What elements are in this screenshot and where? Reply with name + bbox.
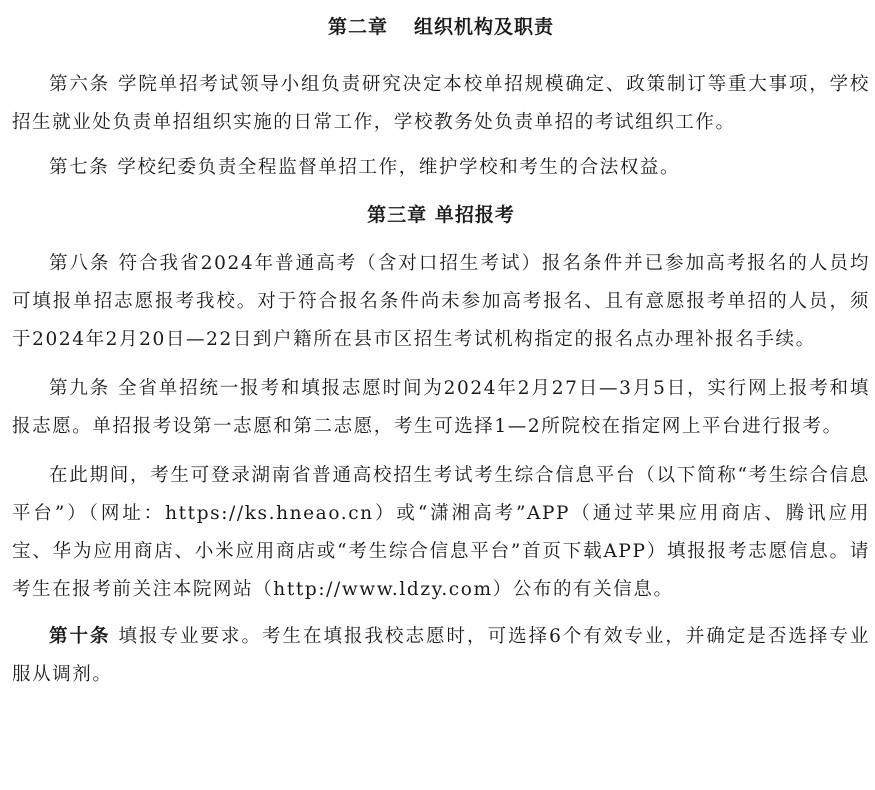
article-6-text: 学院单招考试领导小组负责研究决定本校单招规模确定、政策制订等重大事项，学校招生就业处负责单招组织实施的日常工作，学校教务处负责单招的考试组织工作。 — [12, 74, 870, 133]
chapter-3-title: 单招报考 — [434, 204, 515, 226]
article-7-text: 学校纪委负责全程监督单招工作，维护学校和考生的合法权益。 — [117, 157, 681, 178]
chapter-2-number: 第二章 — [327, 16, 388, 38]
chapter-3-heading — [12, 202, 870, 228]
document-page — [12, 14, 870, 694]
registration-notice — [12, 457, 870, 609]
article-8-text: 符合我省2024年普通高考（含对口招生考试）报名条件并已参加高考报名的人员均可填报单招志愿报考我校。对于符合报名条件尚未参加高考报名、且有意愿报考单招的人员，须于2024年2月20日—22日到户籍所在县市区招生考试机构指定的报名点办理补报名手续。 — [12, 253, 870, 350]
article-9 — [12, 370, 870, 446]
registration-notice-text: 在此期间，考生可登录湖南省普通高校招生考试考生综合信息平台（以下简称“考生综合信息平台”）（网址：https://ks.hneao.cn）或“潇湘高考”APP（通过苹果应用商店、腾讯应用宝、华为应用商店、小米应用商店或“考生综合信息平台”首页下载APP）填报报考志愿信息。请考生在报考前关注本院网站（http://www.ldzy.com）公布的有关信息。 — [12, 465, 870, 600]
article-10-lead: 第十条 — [49, 626, 111, 647]
article-9-text: 全省单招统一报考和填报志愿时间为2024年2月27日—3月5日，实行网上报考和填报志愿。单招报考设第一志愿和第二志愿，考生可选择1—2所院校在指定网上平台进行报考。 — [12, 378, 870, 437]
article-7-lead: 第七条 — [49, 157, 110, 178]
article-8-lead: 第八条 — [49, 253, 111, 274]
article-7 — [12, 149, 870, 187]
chapter-3-number: 第三章 — [367, 204, 428, 226]
article-6-lead: 第六条 — [49, 74, 110, 95]
chapter-2-title: 组织机构及职责 — [414, 16, 555, 38]
article-10 — [12, 618, 870, 694]
article-8 — [12, 245, 870, 359]
article-10-text: 填报专业要求。考生在填报我校志愿时，可选择6个有效专业，并确定是否选择专业服从调剂。 — [12, 626, 870, 685]
chapter-2-heading — [12, 14, 870, 40]
article-6 — [12, 66, 870, 142]
article-9-lead: 第九条 — [49, 378, 111, 399]
